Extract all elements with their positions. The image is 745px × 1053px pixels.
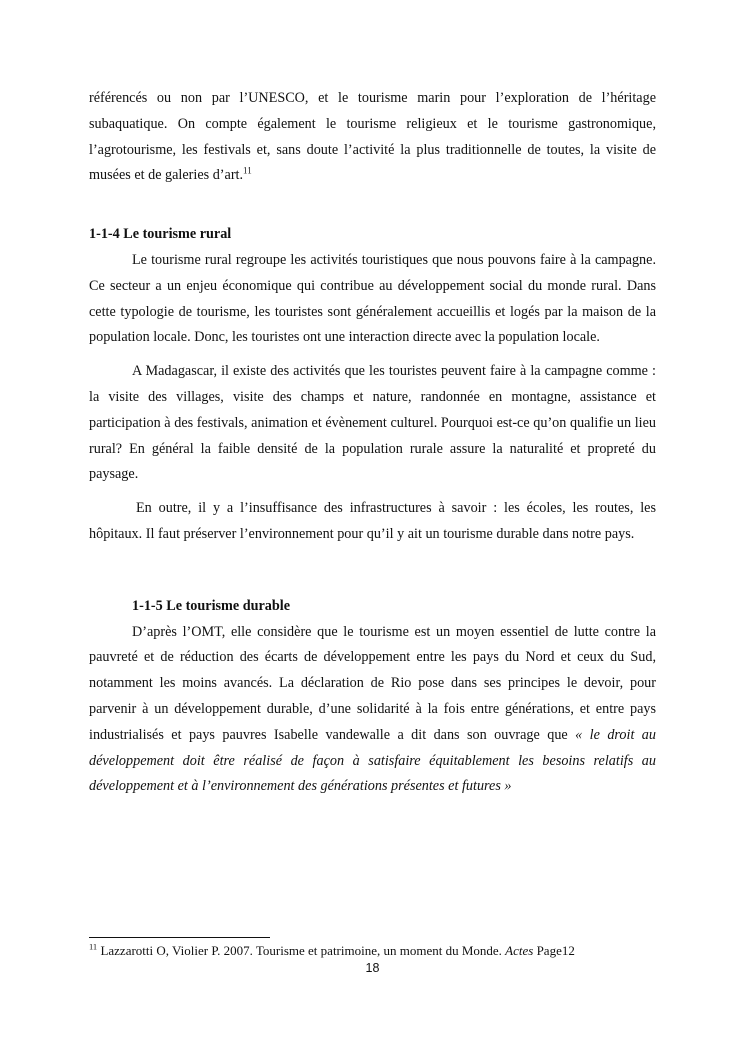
- page-number: 18: [365, 961, 380, 975]
- heading-tourisme-rural: 1-1-4 Le tourisme rural: [89, 226, 232, 243]
- durable-paragraph-text: D’après l’OMT, elle considère que le tourisme est un moyen essentiel de lutte contre la pauvreté et de réduction des écarts de développement entre les pays du Nord et ceux du Sud, notamment les moins avancés. La déclaration de Rio pose dans ses principes le devoir, pour parvenir à un développement durable, d’une solidarité à la fois entre générations, et entre pays industrialisés et pays pauvres Isabelle vandewalle a dit dans son ouvrage que: [89, 623, 656, 743]
- intro-paragraph-text: référencés ou non par l’UNESCO, et le tourisme marin pour l’exploration de l’héritage subaquatique. On compte également le tourisme religieux et le tourisme gastronomique, l’agrotourisme, les festivals et, sans doute l’activité la plus traditionnelle de toutes, la visite de musées et de galeries d’art.: [89, 90, 656, 184]
- footnote-number: 11: [89, 941, 98, 952]
- footnote-reference[interactable]: 11: [243, 165, 252, 176]
- footnote-text: Lazzarotti O, Violier P. 2007. Tourisme et patrimoine, un moment du Monde.: [97, 943, 506, 958]
- footnote: [89, 943, 689, 959]
- heading-tourisme-durable: 1-1-5 Le tourisme durable: [132, 597, 291, 614]
- durable-paragraph-1: [89, 620, 656, 801]
- intro-paragraph: [89, 86, 656, 189]
- page-body: [89, 86, 656, 800]
- footnote-page: Page12: [533, 943, 575, 958]
- rural-paragraph-1: Le tourisme rural regroupe les activités touristiques que nous pouvons faire à la campagne. Ce secteur a un enjeu économique qui contribue au développement social du monde rural. Dans cette typologie de tourisme, les touristes sont généralement accueillis et logés par la maison de la population locale. Donc, les touristes ont une interaction directe avec la population locale.: [89, 251, 656, 346]
- rural-paragraph-3: En outre, il y a l’insuffisance des infrastructures à savoir : les écoles, les routes, les hôpitaux. Il faut préserver l’environnement pour qu’il y ait un tourisme durable dans notre pays.: [89, 500, 656, 542]
- rural-paragraph-2: A Madagascar, il existe des activités que les touristes peuvent faire à la campagne comme : la visite des villages, visite des champs et nature, randonnée en montagne, assistance et participation à des festivals, animation et évènement culturel. Pourquoi est-ce qu’on qualifie un lieu rural? En général la faible densité de la population rurale assure la naturalité et propreté du paysage.: [89, 363, 656, 483]
- footnote-separator: [89, 937, 270, 938]
- footnote-italic: Actes: [505, 943, 534, 958]
- vandewalle-quote: « le droit au développement doit être réalisé de façon à satisfaire équitablement les besoins relatifs au développement et à l’environnement des générations présentes et futures »: [89, 726, 656, 795]
